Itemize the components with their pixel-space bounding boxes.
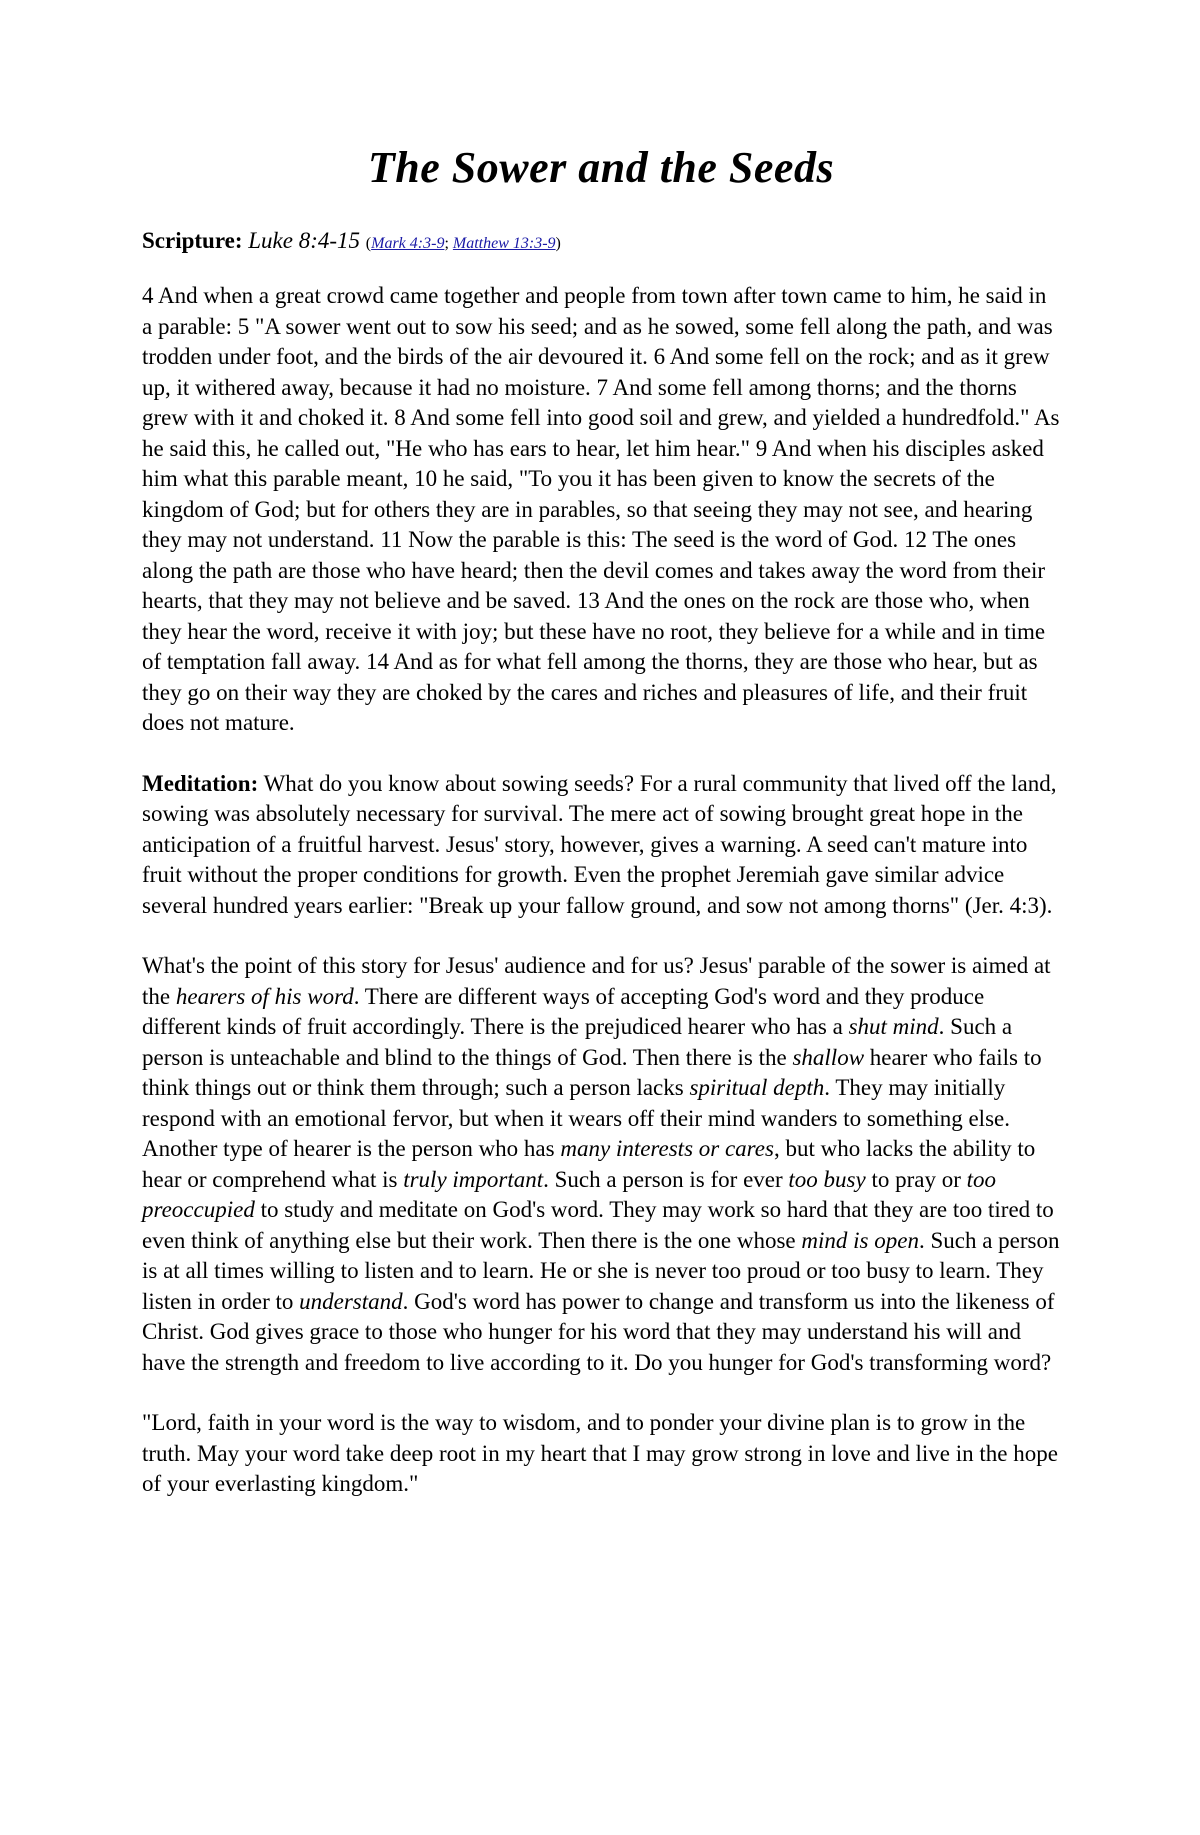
scripture-reference: Luke 8:4-15 [248,228,361,253]
scripture-label: Scripture: [142,228,243,253]
reflection-text: . Such a person is at all times willing to listen and to learn. He or she is never too proud or too busy to learn. They listen in order to [142,1227,1060,1314]
open-paren: ( [365,235,372,252]
emphasis-text: truly important [403,1166,544,1192]
emphasis-text: understand [299,1288,403,1314]
meditation-label: Meditation: [142,770,259,796]
scripture-line [142,226,1060,259]
cross-references [366,235,561,252]
emphasis-text: spiritual depth [689,1075,825,1100]
reflection-text: to pray or [865,1166,967,1192]
matthew-link[interactable]: Matthew 13:3-9 [452,235,556,252]
reflection-text: . Such a person is for ever [543,1166,789,1192]
emphasis-text: too preoccupied [142,1166,997,1222]
emphasis-text: many interests or cares [560,1136,774,1161]
reflection-text: . There are different ways of accepting God's word and they produce different kinds of fruit accordingly. There is the prejudiced hearer who has a [142,983,985,1039]
reflection-text: hearer who fails to think things out or think them through; such a person lacks [142,1044,1042,1100]
reflection-text: to study and meditate on God's word. They may work so hard that they are too tired to even think of anything else but their work. Then there is the one whose [142,1197,1054,1253]
scripture-passage: 4 And when a great crowd came together and people from town after town came to him, he said in a parable: 5 "A sower went out to sow his seed; and as he sowed, some fell along the path, and was trodden under foot, and the birds of the air devoured it. 6 And some fell on the rock; and as it grew up, it withered away, because it had no moisture. 7 And some fell among thorns; and the thorns grew with it and choked it. 8 And some fell into good soil and grew, and yielded a hundredfold." As he said this, he called out, "He who has ears to hear, let him hear." 9 And when his disciples asked him what this parable meant, 10 he said, "To you it has been given to know the secrets of the kingdom of God; but for others they are in parables, so that seeing they may not see, and hearing they may not understand. 11 Now the parable is this: The seed is the word of God. 12 The ones along the path are those who have heard; then the devil comes and takes away the word from their hearts, that they may not believe and be saved. 13 And the ones on the rock are those who, when they hear the word, receive it with joy; but these have no root, they believe for a while and in time of temptation fall away. 14 And as for what fell among the thorns, they are those who hear, but as they go on their way they are choked by the cares and riches and pleasures of life, and their fruit does not mature. [142,283,1060,735]
meditation-paragraph [142,769,1060,922]
emphasis-text: shallow [792,1044,865,1070]
mark-link[interactable]: Mark 4:3-9 [371,235,445,252]
reflection-text: . Such a person is unteachable and blind to the things of God. Then there is the [142,1014,1013,1070]
reflection-paragraph [142,951,1060,1378]
spacer [142,739,1060,769]
emphasis-text: hearers of his word [175,983,354,1009]
reflection-text: What's the point of this story for Jesus' audience and for us? Jesus' parable of the sower is aimed at the [142,953,1051,1009]
close-paren: ) [555,235,561,252]
meditation-text: What do you know about sowing seeds? For a rural community that lived off the land, sowing was absolutely necessary for survival. The mere act of sowing brought great hope in the anticipation of a fruitful harvest. Jesus' story, however, gives a warning. A seed can't mature into fruit without the proper conditions for growth. Even the prophet Jeremiah gave similar advice several hundred years earlier: "Break up your fallow ground, and sow not among thorns" (Jer. 4:3). [142,770,1057,918]
ref-separator: ; [444,235,453,252]
emphasis-text: too busy [788,1166,866,1192]
reflection-text: . They may initially respond with an emotional fervor, but when it wears off their mind wanders to something else. Another type of hearer is the person who has [142,1075,1010,1161]
reflection-text: . God's word has power to change and transform us into the likeness of Christ. God gives grace to those who hunger for his word that they may understand his will and have the strength and freedom to live according to it. Do you hunger for God's transforming word? [142,1288,1055,1375]
reflection-text: , but who lacks the ability to hear or comprehend what is [142,1136,1036,1192]
prayer-paragraph: "Lord, faith in your word is the way to wisdom, and to ponder your divine plan is to grow in the truth. May your word take deep root in my heart that I may grow strong in love and live in the hope of your everlasting kingdom." [142,1410,1058,1496]
spacer [142,921,1060,951]
spacer [142,1378,1060,1408]
emphasis-text: mind is open [801,1227,919,1253]
page-title: The Sower and the Seeds [367,143,835,192]
emphasis-text: shut mind [848,1014,939,1039]
spacer [142,259,1060,281]
